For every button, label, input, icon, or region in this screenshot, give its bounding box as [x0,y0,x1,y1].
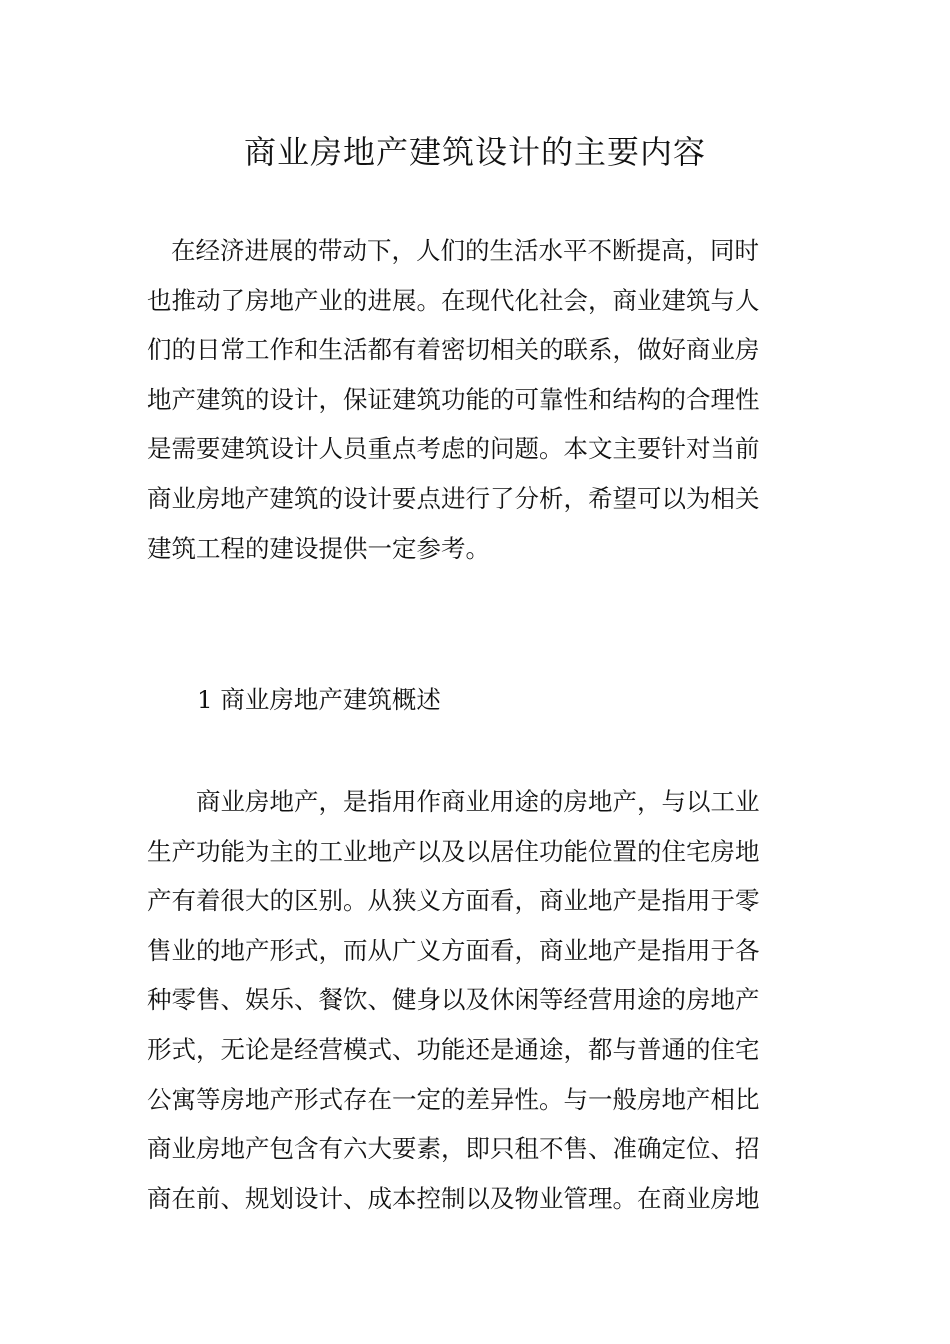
section-line: 商业房地产，是指用作商业用途的房地产，与以工业 [196,787,760,816]
intro-line: 在经济进展的带动下，人们的生活水平不断提高，同时 [171,236,759,265]
document-title: 商业房地产建筑设计的主要内容 [243,133,706,171]
section-line: 种零售、娱乐、餐饮、健身以及休闲等经营用途的房地产 [147,985,760,1015]
section-line: 公寓等房地产形式存在一定的差异性。与一般房地产相比 [147,1084,760,1114]
intro-line: 商业房地产建筑的设计要点进行了分析，希望可以为相关 [147,483,760,513]
intro-line: 建筑工程的建设提供一定参考。 [147,533,490,563]
intro-line: 也推动了房地产业的进展。在现代化社会，商业建筑与人 [147,285,760,315]
intro-paragraph [147,226,807,573]
section-line: 售业的地产形式，而从广义方面看，商业地产是指用于各 [147,935,760,965]
section-paragraph [147,777,807,1223]
intro-line: 地产建筑的设计，保证建筑功能的可靠性和结构的合理性 [147,384,760,414]
section-line: 形式，无论是经营模式、功能还是通途，都与普通的住宅 [147,1034,760,1064]
intro-line: 是需要建筑设计人员重点考虑的问题。本文主要针对当前 [147,434,760,464]
section-line: 商在前、规划设计、成本控制以及物业管理。在商业房地 [147,1183,760,1213]
section-line: 生产功能为主的工业地产以及以居住功能位置的住宅房地 [147,836,760,866]
section-heading: 1 商业房地产建筑概述 [197,685,441,714]
intro-line: 们的日常工作和生活都有着密切相关的联系，做好商业房 [147,335,760,365]
section-line: 产有着很大的区别。从狭义方面看，商业地产是指用于零 [147,886,760,916]
section-line: 商业房地产包含有六大要素，即只租不售、准确定位、招 [147,1134,760,1164]
